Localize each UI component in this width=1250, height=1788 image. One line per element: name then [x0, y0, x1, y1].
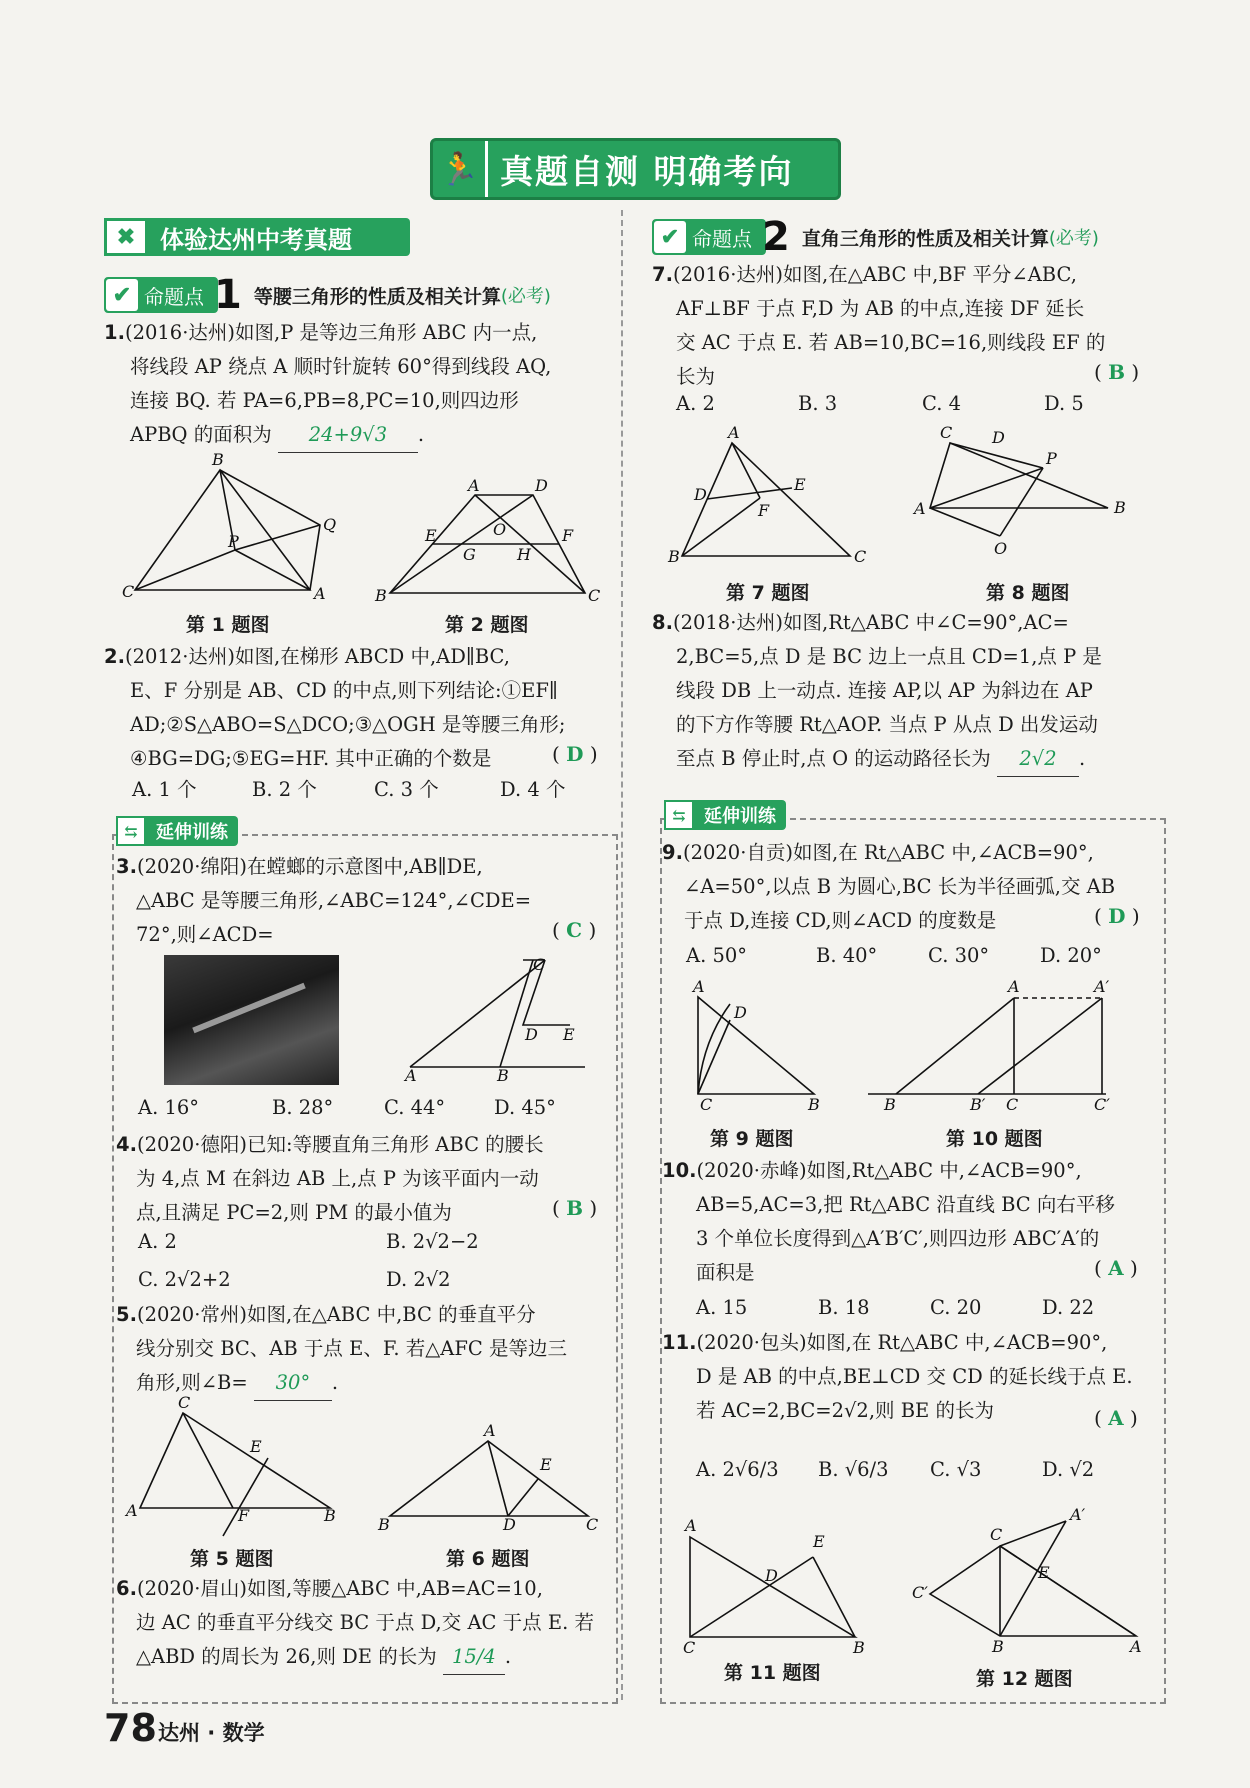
answer-blank: 2√2 [997, 742, 1079, 777]
topic-tag: ✔ 命题点 [652, 219, 766, 255]
svg-text:A: A [405, 1066, 417, 1085]
svg-text:D: D [765, 1566, 778, 1585]
extension-label: ⇆ 延伸训练 [664, 800, 786, 830]
svg-text:B: B [884, 1095, 896, 1114]
svg-text:C: C [940, 423, 953, 442]
caption-figure-1: 第 1 题图 [186, 614, 270, 636]
options-p10: A. 15 B. 18 C. 20 D. 22 [696, 1296, 1095, 1319]
svg-text:A: A [1130, 1637, 1142, 1656]
svg-text:B: B [668, 547, 680, 566]
problem-3: 3.(2020·绵阳)在螳螂的示意图中,AB∥DE, △ABC 是等腰三角形,∠ABC=124°,∠CDE= 72°,则∠ACD= [116, 855, 532, 946]
svg-text:A: A [693, 977, 705, 996]
svg-text:B: B [992, 1637, 1004, 1656]
svg-text:E: E [794, 475, 806, 494]
problem-9: 9.(2020·自贡)如图,在 Rt△ABC 中,∠ACB=90°, ∠A=50°,以点 B 为圆心,BC 长为半径画弧,交 AB 于点 D,连接 CD,则∠ACD 的度数是 [662, 841, 1116, 932]
options-p7: A. 2 B. 3 C. 4 D. 5 [676, 392, 1084, 415]
svg-text:P: P [228, 532, 239, 551]
section-title: 体验达州中考真题 [160, 225, 352, 254]
svg-text:B: B [853, 1638, 865, 1657]
options-p11: A. 2√6/3 B. √6/3 C. √3 D. √2 [696, 1458, 1095, 1481]
options-p2: A. 1 个 B. 2 个 C. 3 个 D. 4 个 [132, 778, 566, 801]
svg-text:C: C [533, 955, 546, 974]
answer-p4: ( B ) [552, 1196, 598, 1220]
figure-8 [914, 423, 1128, 558]
svg-text:C′: C′ [912, 1583, 928, 1602]
triangle-abc [135, 470, 310, 590]
svg-text:B′: B′ [970, 1095, 986, 1114]
check-icon: ✔ [654, 221, 686, 253]
svg-text:A: A [728, 423, 740, 442]
caption-figure-12: 第 12 题图 [976, 1668, 1073, 1690]
problem-8: 8.(2018·达州)如图,Rt△ABC 中∠C=90°,AC= 2,BC=5,点 D 是 BC 边上一点且 CD=1,点 P 是 线段 DB 上一动点. 连接 AP,以 AP 为斜边在 AP 的下方作等腰 Rt△AOP. 当点 P 从点 D 出发运动 至点 B 停止时,点 O 的运动路径长为 2√2 . [652, 606, 1172, 777]
problem-7: 7.(2016·达州)如图,在△ABC 中,BF 平分∠ABC, AF⊥BF 于点 F,D 为 AB 的中点,连接 DF 延长 交 AC 于点 E. 若 AB=10,BC=16,则线段 EF 的 长为 [652, 263, 1106, 388]
svg-text:C: C [990, 1525, 1003, 1544]
problem-11: 11.(2020·包头)如图,在 Rt△ABC 中,∠ACB=90°, D 是 AB 的中点,BE⊥CD 交 CD 的延长线于点 E. 若 AC=2,BC=2√2,则 BE 的长为 [662, 1331, 1133, 1422]
answer-p11: ( A ) [1094, 1406, 1138, 1430]
svg-text:A: A [314, 584, 326, 603]
topic-title: 直角三角形的性质及相关计算 [801, 227, 1049, 250]
problem-5: 5.(2020·常州)如图,在△ABC 中,BC 的垂直平分 线分别交 BC、AB 于点 E、F. 若△AFC 是等边三 角形,则∠B= 30° . [116, 1298, 621, 1401]
answer-blank: 30° [254, 1366, 332, 1401]
swap-icon: ⇆ [116, 816, 146, 846]
figure-9 [692, 977, 827, 1114]
caption-figure-5: 第 5 题图 [190, 1548, 274, 1570]
running-icon: 🏃 [433, 141, 488, 197]
answer-p10: ( A ) [1094, 1256, 1138, 1280]
svg-text:G: G [463, 545, 476, 564]
svg-text:D: D [525, 1025, 538, 1044]
svg-text:B: B [212, 450, 224, 469]
problem-4: 4.(2020·德阳)已知:等腰直角三角形 ABC 的腰长 为 4,点 M 在斜边 AB 上,点 P 为该平面内一动 点,且满足 PC=2,则 PM 的最小值为 [116, 1133, 544, 1224]
svg-text:C: C [700, 1095, 713, 1114]
figure-1 [122, 450, 350, 605]
chapter-banner [430, 138, 841, 200]
svg-text:F: F [238, 1506, 250, 1525]
check-icon: ✔ [106, 279, 138, 311]
svg-text:D: D [503, 1515, 516, 1534]
svg-text:B: B [324, 1506, 336, 1525]
section-header [104, 218, 410, 256]
caption-figure-11: 第 11 题图 [724, 1662, 821, 1684]
extension-label: ⇆ 延伸训练 [116, 816, 238, 846]
svg-text:A: A [484, 1421, 496, 1440]
answer-p3: ( C ) [552, 918, 597, 942]
svg-text:C: C [586, 1515, 599, 1534]
svg-text:C: C [683, 1638, 696, 1657]
topic-must: (必考) [500, 286, 551, 307]
caption-figure-7: 第 7 题图 [726, 582, 810, 604]
figure-3 [405, 955, 595, 1085]
svg-text:C: C [178, 1393, 191, 1412]
options-p4-row2: C. 2√2+2 D. 2√2 [138, 1268, 451, 1291]
svg-text:B: B [808, 1095, 820, 1114]
svg-text:D: D [734, 1003, 747, 1022]
figure-11 [683, 1516, 865, 1657]
answer-blank: 24+9√3 [278, 418, 418, 453]
svg-text:E: E [1038, 1563, 1050, 1582]
svg-text:A: A [468, 476, 480, 495]
svg-text:A: A [914, 499, 926, 518]
svg-text:B: B [1114, 498, 1126, 517]
options-p4-row1: A. 2 B. 2√2−2 [138, 1230, 479, 1253]
svg-text:D: D [535, 476, 548, 495]
answer-p2: ( D ) [552, 742, 598, 766]
svg-text:C: C [1006, 1095, 1019, 1114]
page-number: 78 [104, 1706, 157, 1750]
topic-tag: ✔ 命题点 [104, 277, 218, 313]
svg-text:B: B [497, 1066, 509, 1085]
topic-must: (必考) [1048, 228, 1099, 249]
answer-p7: ( B ) [1094, 360, 1140, 384]
options-p3: A. 16° B. 28° C. 44° D. 45° [138, 1096, 556, 1119]
caption-figure-6: 第 6 题图 [446, 1548, 530, 1570]
topic-2-header [652, 214, 1099, 260]
svg-text:C: C [588, 586, 601, 605]
svg-text:E: E [563, 1025, 575, 1044]
banner-title: 真题自测 明确考向 [500, 151, 794, 191]
svg-text:E: E [425, 526, 437, 545]
svg-text:F: F [758, 501, 770, 520]
answer-blank: 15/4 [443, 1640, 505, 1675]
caption-figure-8: 第 8 题图 [986, 582, 1070, 604]
mantis-photo [164, 955, 339, 1085]
svg-text:F: F [562, 526, 574, 545]
svg-text:A′: A′ [1094, 977, 1110, 996]
caption-figure-10: 第 10 题图 [946, 1128, 1043, 1150]
svg-text:A′: A′ [1070, 1505, 1086, 1524]
svg-text:C′: C′ [1094, 1095, 1110, 1114]
figure-5 [126, 1393, 338, 1525]
svg-text:A: A [126, 1501, 138, 1520]
options-p9: A. 50° B. 40° C. 30° D. 20° [686, 944, 1102, 967]
svg-text:B: B [378, 1515, 390, 1534]
topic-number: 2 [762, 214, 790, 260]
topic-number: 1 [214, 272, 242, 318]
answer-p9: ( D ) [1094, 904, 1140, 928]
caption-figure-2: 第 2 题图 [445, 614, 529, 636]
figure-2 [375, 476, 601, 605]
svg-text:E: E [813, 1532, 825, 1551]
svg-text:A: A [685, 1516, 697, 1535]
svg-text:D: D [694, 485, 707, 504]
svg-text:H: H [517, 545, 531, 564]
footer-text: 达州 · 数学 [158, 1721, 265, 1745]
svg-text:B: B [375, 586, 387, 605]
caption-figure-9: 第 9 题图 [710, 1128, 794, 1150]
svg-text:E: E [540, 1455, 552, 1474]
svg-text:E: E [250, 1437, 262, 1456]
svg-text:A: A [1008, 977, 1020, 996]
figure-7 [668, 423, 867, 566]
figure-6 [378, 1421, 599, 1534]
problem-1: 1.(2016·达州)如图,P 是等边三角形 ABC 内一点, 将线段 AP 绕点 A 顺时针旋转 60°得到线段 AQ, 连接 BQ. 若 PA=6,PB=8,PC=10,则四边形 APBQ 的面积为 24+9√3 . [104, 316, 624, 453]
figure-12 [912, 1505, 1142, 1656]
problem-6: 6.(2020·眉山)如图,等腰△ABC 中,AB=AC=10, 边 AC 的垂直平分线交 BC 于点 D,交 AC 于点 E. 若 △ABD 的周长为 26,则 DE 的长为 15/4 . [116, 1572, 621, 1675]
svg-text:C: C [122, 582, 135, 601]
topic-title: 等腰三角形的性质及相关计算 [253, 285, 501, 308]
svg-text:O: O [994, 539, 1008, 558]
swap-icon: ⇆ [664, 800, 694, 830]
svg-text:D: D [992, 428, 1005, 447]
figure-10 [866, 977, 1110, 1114]
svg-text:P: P [1046, 449, 1057, 468]
star-frame-icon: ✖ [104, 218, 148, 256]
svg-text:O: O [493, 520, 507, 539]
topic-1-header [104, 272, 551, 318]
svg-text:Q: Q [323, 515, 337, 534]
problem-2: 2.(2012·达州)如图,在梯形 ABCD 中,AD∥BC, E、F 分别是 AB、CD 的中点,则下列结论:①EF∥ AD;②S△ABO=S△DCO;③△OGH 是等腰三角形; ④BG=DG;⑤EG=HF. 其中正确的个数是 [104, 645, 566, 770]
svg-text:C: C [854, 547, 867, 566]
problem-10: 10.(2020·赤峰)如图,Rt△ABC 中,∠ACB=90°, AB=5,AC=3,把 Rt△ABC 沿直线 BC 向右平移 3 个单位长度得到△A′B′C′,则四边形 ABC′A′的 面积是 [662, 1159, 1115, 1284]
